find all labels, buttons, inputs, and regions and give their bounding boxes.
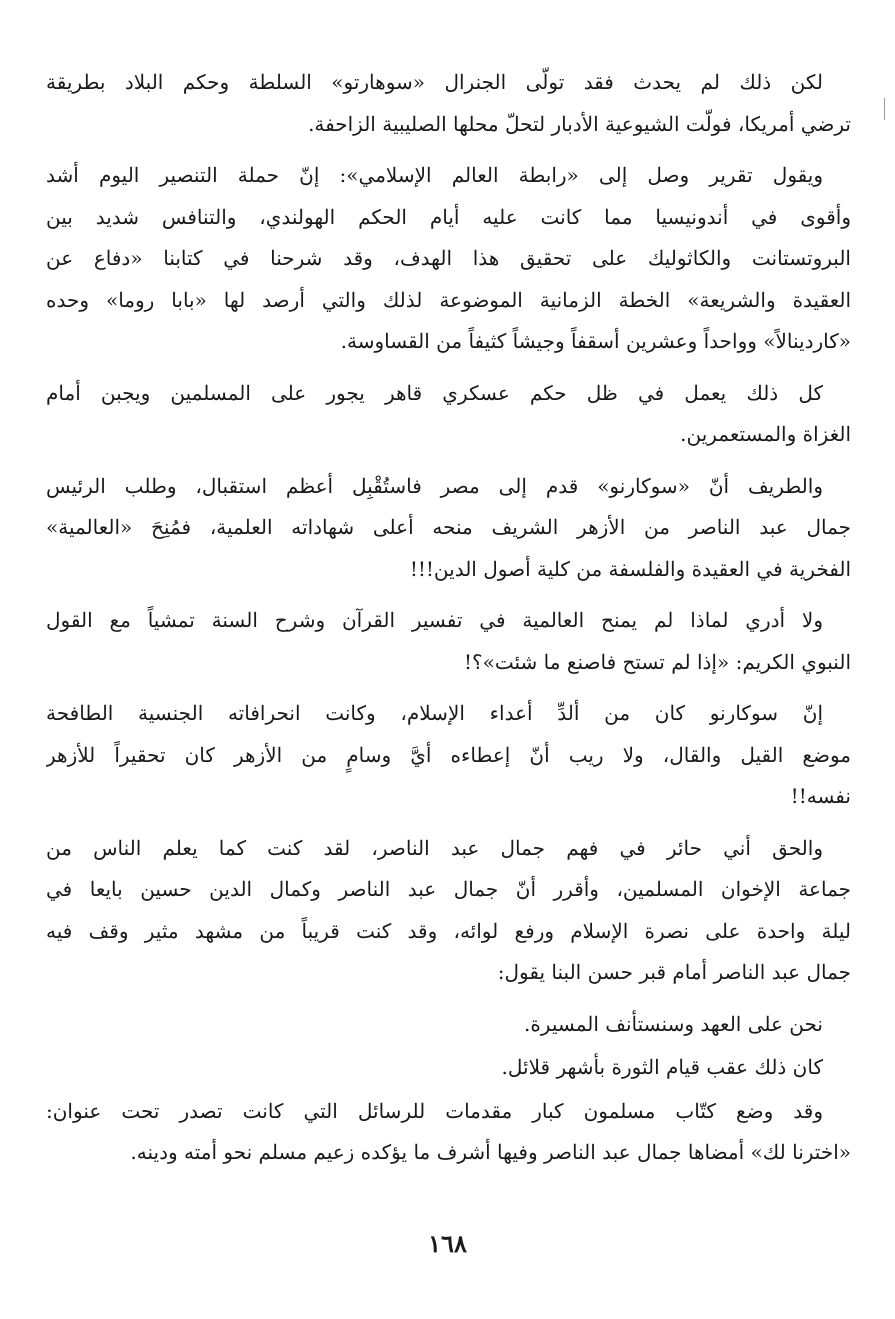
text-line: كان ذلك عقب قيام الثورة بأشهر قلائل.: [501, 1055, 823, 1079]
paragraph: [46, 1047, 851, 1089]
text-line: والطريف أنّ «سوكارنو» قدم إلى مصر فاستُقْبِل أعظم استقبال، وطلب الرئيس: [46, 473, 823, 498]
text-line: «كاردينالاً» وواحداً وعشرين أسقفاً وجيشاً كثيفاً من القساوسة.: [340, 329, 851, 353]
text-line: العقيدة والشريعة» الخطة الزمانية الموضوعة لذلك والتي أرصد لها «بابا روما» وحده: [46, 287, 851, 312]
paragraph: [46, 828, 851, 994]
paragraph: [46, 373, 851, 456]
text-line: كل ذلك يعمل في ظل حكم عسكري قاهر يجور على المسلمين ويجبن أمام: [46, 380, 823, 405]
text-line: جماعة الإخوان المسلمين، وأقرر أنّ جمال عبد الناصر وكمال الدين حسين بايعا في: [46, 877, 851, 901]
paragraph: [46, 693, 851, 818]
text-line: جمال عبد الناصر أمام قبر حسن البنا يقول:: [497, 960, 851, 984]
paragraph: [46, 1091, 851, 1174]
text-line: ترضي أمريكا، فولّت الشيوعية الأدبار لتحلّ محلها الصليبية الزاحفة.: [308, 111, 851, 136]
paragraph: [46, 62, 851, 145]
text-line: جمال عبد الناصر من الأزهر الشريف منحه أعلى شهاداته العلمية، فمُنِحَ «العالمية»: [46, 515, 851, 539]
text-line: وقد وضع كتّاب مسلمون كبار مقدمات للرسائل التي كانت تصدر تحت عنوان:: [46, 1098, 823, 1123]
paragraph: [46, 600, 851, 683]
text-line: وأقوى في أندونيسيا مما كانت عليه أيام الحكم الهولندي، والتنافس شديد بين: [46, 204, 851, 229]
paragraph: [46, 155, 851, 363]
body-text: [46, 62, 851, 1174]
margin-mark: [884, 98, 885, 120]
text-line: ليلة واحدة على نصرة الإسلام ورفع لوائه، وقد كنت قريباً من مشهد مثير وقف فيه: [46, 918, 851, 943]
text-line: نحن على العهد وسنستأنف المسيرة.: [523, 1011, 823, 1036]
paragraph: [46, 466, 851, 591]
text-line: ولا أدري لماذا لم يمنح العالمية في تفسير القرآن وشرح السنة تمشياً مع القول: [46, 608, 823, 632]
text-line: إنّ سوكارنو كان من ألدِّ أعداء الإسلام، وكانت انحرافاته الجنسية الطافحة: [46, 701, 823, 725]
text-line: لكن ذلك لم يحدث فقد تولّى الجنرال «سوهارتو» السلطة وحكم البلاد بطريقة: [46, 70, 823, 94]
page-number: ١٦٨: [428, 1229, 467, 1258]
text-line: والحق أني حائر في فهم جمال عبد الناصر، لقد كنت كما يعلم الناس من: [46, 835, 823, 860]
text-line: الغزاة والمستعمرين.: [680, 422, 851, 446]
text-line: ويقول تقرير وصل إلى «رابطة العالم الإسلامي»: إنّ حملة التنصير اليوم أشد: [46, 163, 823, 187]
text-line: «اخترنا لك» أمضاها جمال عبد الناصر وفيها أشرف ما يؤكده زعيم مسلم نحو أمته ودينه.: [130, 1140, 851, 1164]
text-line: النبوي الكريم: «إذا لم تستح فاصنع ما شئت»؟!: [463, 649, 851, 674]
text-line: البروتستانت والكاثوليك على تحقيق هذا الهدف، وقد شرحنا في كتابنا «دفاع عن: [46, 246, 851, 270]
paragraph: [46, 1004, 851, 1046]
text-line: الفخرية في العقيدة والفلسفة من كلية أصول الدين!!!: [409, 556, 851, 581]
text-line: نفسه!!: [790, 784, 851, 808]
text-line: موضع القيل والقال، ولا ريب أنّ إعطاءه أيَّ وسامٍ من الأزهر كان تحقيراً للأزهر: [46, 742, 851, 767]
